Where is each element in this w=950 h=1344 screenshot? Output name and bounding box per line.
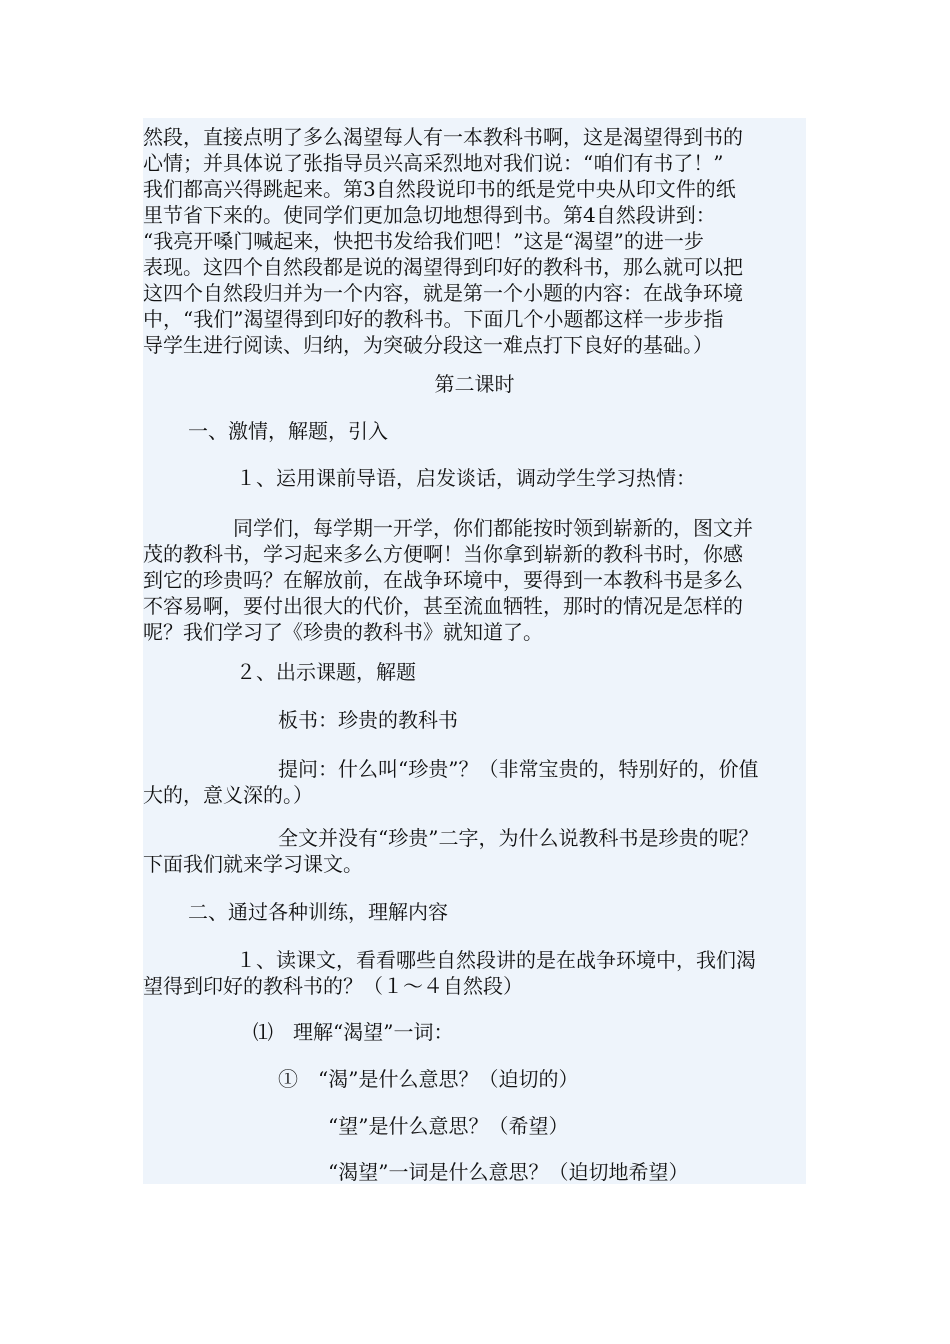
paragraph-line: 全文并没有“珍贵”二字，为什么说教科书是珍贵的呢？: [278, 826, 759, 850]
list-item: ⑴ 理解“渴望”一词：: [253, 1020, 454, 1044]
list-item: “望”是什么意思？（希望）: [328, 1114, 569, 1138]
paragraph-line: 这四个自然段归并为一个内容，就是第一个小题的内容：在战争环境: [143, 281, 743, 305]
paragraph-line: 我们都高兴得跳起来。第3自然段说印书的纸是党中央从印文件的纸: [143, 177, 736, 201]
paragraph-line: 心情；并具体说了张指导员兴高采烈地对我们说：“咱们有书了！”: [143, 151, 724, 175]
paragraph-line: １、读课文，看看哪些自然段讲的是在战争环境中，我们渴: [236, 948, 756, 972]
paragraph-line: 茂的教科书，学习起来多么方便啊！当你拿到崭新的教科书时，你感: [143, 542, 743, 566]
list-item: “渴望”一词是什么意思？（迫切地希望）: [328, 1160, 689, 1184]
section-heading: 一、激情，解题，引入: [188, 419, 388, 443]
sub-heading: １、运用课前导语，启发谈话，调动学生学习热情：: [236, 466, 696, 490]
question-line: 大的，意义深的。）: [143, 783, 313, 807]
paragraph-line: 不容易啊，要付出很大的代价，甚至流血牺牲，那时的情况是怎样的: [143, 594, 743, 618]
lesson-heading: 第二课时: [434, 372, 515, 396]
paragraph-line: 导学生进行阅读、归纳，为突破分段这一难点打下良好的基础。）: [143, 333, 713, 357]
paragraph-line: 呢？我们学习了《珍贵的教科书》就知道了。: [143, 620, 543, 644]
paragraph-line: 下面我们就来学习课文。: [143, 852, 363, 876]
board-writing: 板书：珍贵的教科书: [278, 708, 458, 732]
paragraph-line: 里节省下来的。使同学们更加急切地想得到书。第4自然段讲到：: [143, 203, 716, 227]
paragraph-line: “我亮开嗓门喊起来，快把书发给我们吧！”这是“渴望”的进一步: [143, 229, 704, 253]
text-body: [143, 118, 806, 1184]
list-item: ① “渴”是什么意思？（迫切的）: [278, 1067, 579, 1091]
paragraph-line: 到它的珍贵吗？在解放前，在战争环境中，要得到一本教科书是多么: [143, 568, 743, 592]
paragraph-line: 望得到印好的教科书的？（１～４自然段）: [143, 974, 523, 998]
section-heading: 二、通过各种训练，理解内容: [188, 900, 448, 924]
question-line: 提问：什么叫“珍贵”？（非常宝贵的，特别好的，价值: [278, 757, 759, 781]
paragraph-line: 同学们，每学期一开学，你们都能按时领到崭新的，图文并: [233, 516, 753, 540]
sub-heading: ２、出示课题，解题: [236, 660, 416, 684]
paragraph-line: 然段，直接点明了多么渴望每人有一本教科书啊，这是渴望得到书的: [143, 125, 743, 149]
paragraph-line: 表现。这四个自然段都是说的渴望得到印好的教科书，那么就可以把: [143, 255, 743, 279]
paragraph-line: 中，“我们”渴望得到印好的教科书。下面几个小题都这样一步步指: [143, 307, 724, 331]
